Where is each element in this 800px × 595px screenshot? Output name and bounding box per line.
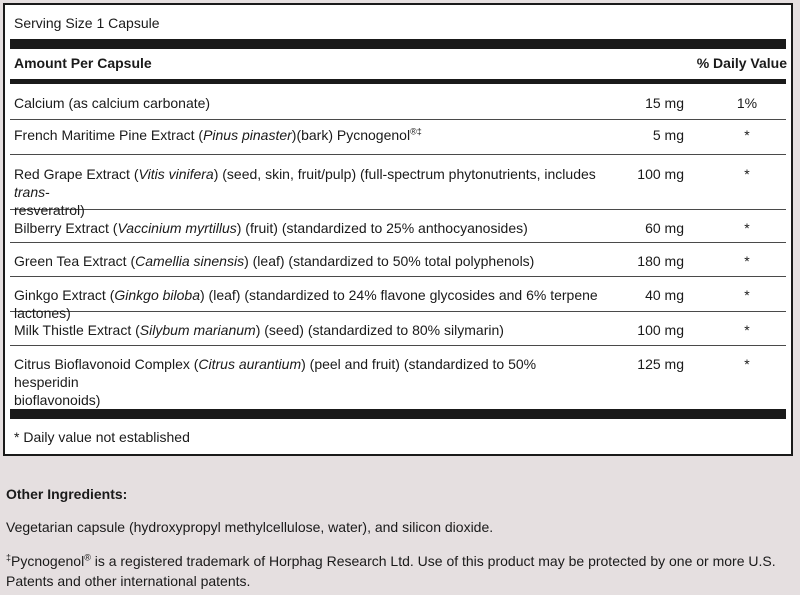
nutrient-name: Calcium (as calcium carbonate) (14, 95, 211, 111)
divider-thick (10, 39, 786, 49)
nutrient-name: Bilberry Extract (Vaccinium myrtillus) (fruit) (standardized to 25% anthocyanosides) (14, 220, 528, 236)
daily-value-header: % Daily Value (696, 55, 787, 71)
nutrient-amount: 100 mg (637, 322, 684, 338)
nutrient-amount: 100 mg (637, 166, 684, 182)
nutrient-amount: 60 mg (645, 220, 684, 236)
nutrient-row (10, 155, 786, 218)
footnote: * Daily value not established (14, 429, 190, 445)
trademark-note: ‡Pycnogenol® is a registered trademark of Horphag Research Ltd. Use of this product may be protected by one or more U.S. Patents and other international patents. (6, 552, 776, 589)
nutrient-daily-value: * (744, 356, 750, 372)
nutrient-row (10, 277, 786, 321)
nutrient-name: French Maritime Pine Extract (Pinus pinaster)(bark) Pycnogenol®‡ (14, 126, 422, 143)
serving-size: Serving Size 1 Capsule (14, 15, 160, 31)
divider-thin (10, 79, 786, 84)
amount-per-capsule-header: Amount Per Capsule (14, 55, 152, 71)
nutrient-row (10, 312, 786, 346)
nutrient-name: Citrus Bioflavonoid Complex (Citrus aurantium) (peel and fruit) (standardized to 50% hesperidin bioflavonoids) (14, 356, 537, 408)
nutrient-daily-value: * (744, 127, 750, 143)
nutrient-row (10, 346, 786, 408)
other-ingredients-title: Other Ingredients: (6, 486, 128, 502)
other-ingredients-text: Vegetarian capsule (hydroxypropyl methylcellulose, water), and silicon dioxide. (6, 519, 494, 535)
nutrient-table (10, 87, 786, 408)
nutrient-amount: 15 mg (645, 95, 684, 111)
nutrient-daily-value: * (744, 166, 750, 182)
nutrient-daily-value: 1% (736, 95, 758, 111)
nutrient-name: Milk Thistle Extract (Silybum marianum) (seed) (standardized to 80% silymarin) (14, 322, 504, 338)
nutrient-name: Red Grape Extract (Vitis vinifera) (seed, skin, fruit/pulp) (full-spectrum phytonutrients, includes trans- resveratrol) (14, 166, 596, 218)
nutrient-row (10, 210, 786, 243)
nutrient-row (10, 243, 786, 277)
nutrient-row (10, 87, 786, 120)
nutrient-name: Green Tea Extract (Camellia sinensis) (leaf) (standardized to 50% total polyphenols) (14, 253, 535, 269)
nutrient-amount: 180 mg (637, 253, 684, 269)
nutrient-row (10, 120, 786, 155)
nutrient-daily-value: * (744, 220, 750, 236)
nutrient-amount: 5 mg (652, 127, 684, 143)
nutrient-daily-value: * (744, 253, 750, 269)
supplement-facts-panel (3, 3, 793, 456)
nutrient-daily-value: * (744, 322, 750, 338)
nutrient-amount: 125 mg (637, 356, 684, 372)
nutrient-amount: 40 mg (645, 287, 684, 303)
nutrient-name: Ginkgo Extract (Ginkgo biloba) (leaf) (standardized to 24% flavone glycosides and 6% terpene lactones) (14, 287, 598, 321)
divider-thick-bottom (10, 409, 786, 419)
nutrient-daily-value: * (744, 287, 750, 303)
